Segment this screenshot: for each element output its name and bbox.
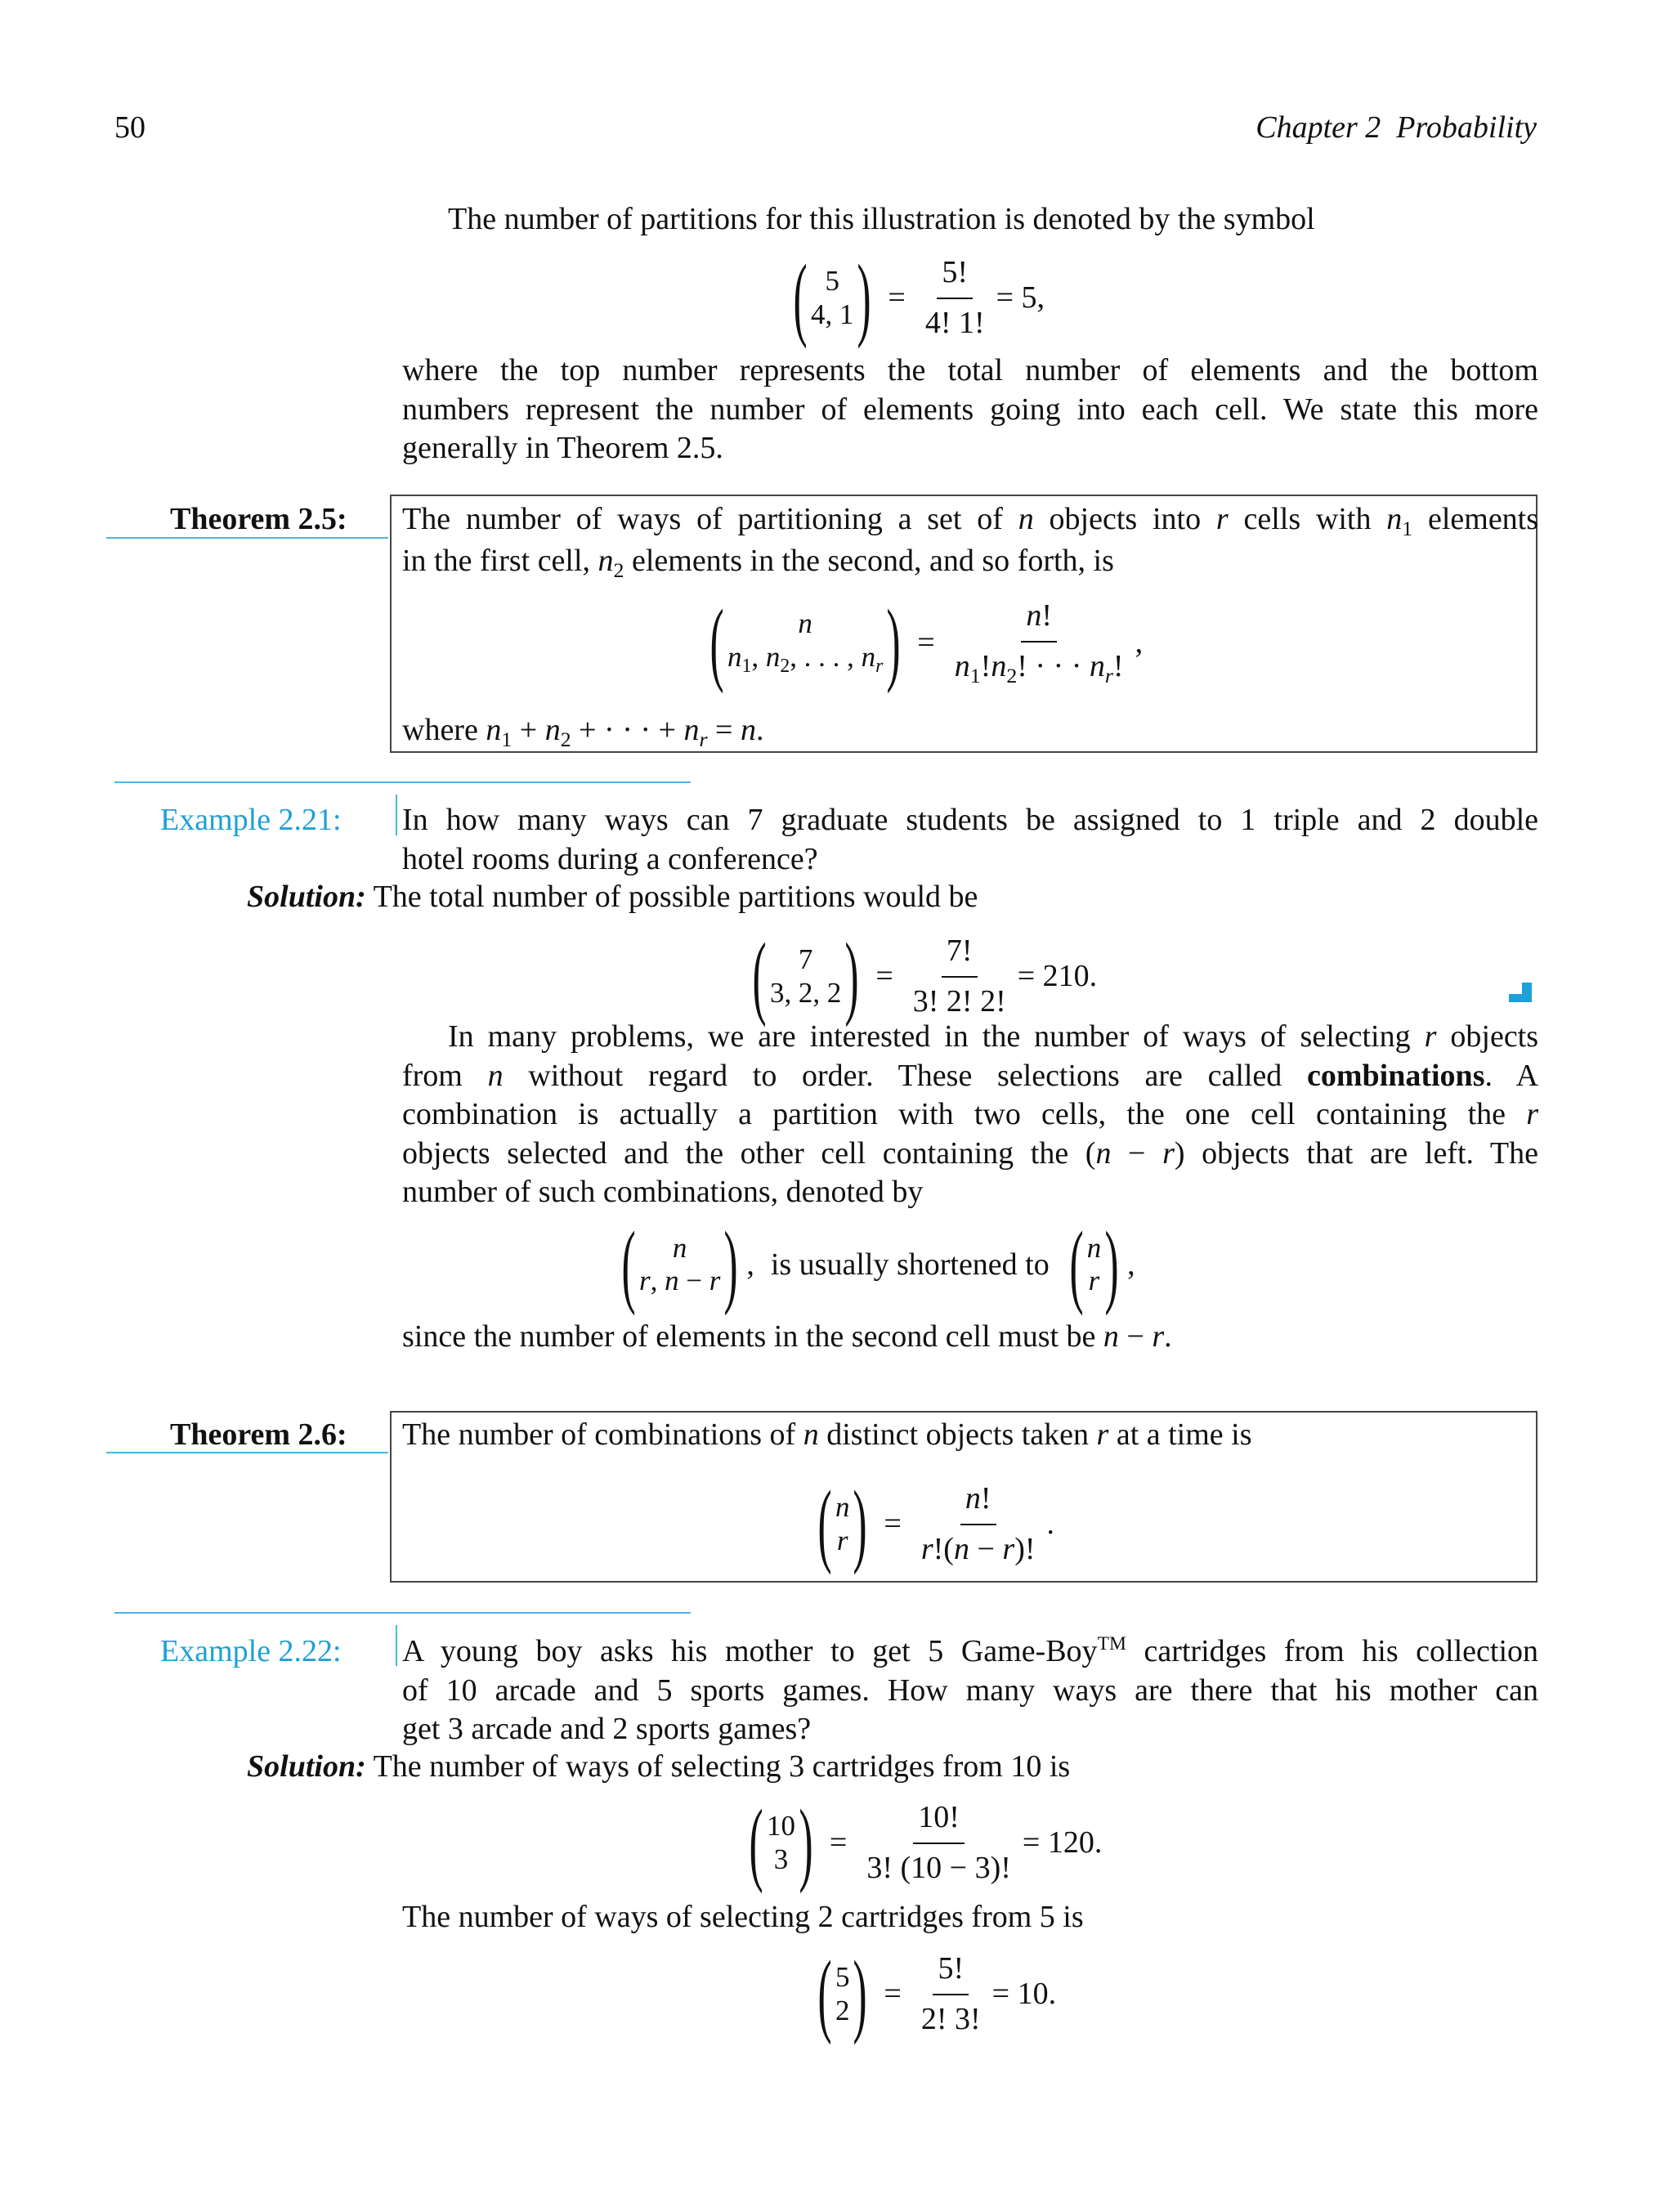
fraction: $\frac{5!}{4! 1!}$ (924, 255, 985, 340)
example-2-22-text: A young boy asks his mother to get 5 Game-Boy™ cartridges from his collection of 10 arcade and 5 sports games. How many ways are there that his mother can get 3 arcade and 2 sports games? (402, 1633, 1539, 1747)
theorem-2-6-label: Theorem 2.6: (170, 1417, 347, 1452)
theorem-2-5-where: where $n_1 + n_2$ + · · · + $n_r = n$. (402, 713, 764, 751)
theorem-underline (106, 537, 388, 539)
since-line: since the number of elements in the second cell must be n − r. (402, 1319, 1172, 1354)
example-2-21-label: Example 2.21: (160, 803, 342, 837)
intro-line: The number of partitions for this illustration is denoted by the symbol (448, 202, 1315, 236)
binomial: ( 5 4, 1 ) (793, 245, 871, 350)
theorem-2-6-equation: ( n r ) = $\frac{n!}{r!(n - r)!}$ . (817, 1471, 1055, 1576)
theorem-2-5-text: The number of ways of partitioning a set of n objects into r cells with $n_1$ elements in the first cell, $n_2$ elements in the second, and so forth, is (402, 502, 1539, 582)
running-title: Chapter 2 Probability (1256, 110, 1537, 145)
page-number: 50 (114, 110, 145, 145)
binom-bottom: 4, 1 (810, 298, 854, 330)
solution-2-21: Solution: The total number of possible partitions would be (247, 880, 978, 914)
example-marker (396, 1625, 397, 1666)
equation-5-choose-2: ( 5 2 ) = $\frac{5!}{2! 3!}$ = 10. (817, 1941, 1057, 2046)
theorem-2-5-label: Theorem 2.5: (170, 502, 347, 536)
theorem-2-5-equation: ( n $n_1$, $n_2$, . . . , $n_r$ ) = $\frac{n!}{n_1!n_2! \cdot \cdot \cdot n_r!}$ , (709, 589, 1144, 694)
binom-top: 5 (825, 265, 839, 298)
example-rule (114, 1612, 691, 1614)
eq-result: = 5, (996, 280, 1045, 315)
theorem-underline (106, 1452, 388, 1453)
example-marker (396, 795, 397, 835)
equation-partition-5: ( 5 4, 1 ) = $\frac{5!}{4! 1!}$ = 5, (785, 253, 1045, 343)
example-2-22-label: Example 2.22: (160, 1634, 342, 1668)
solution-2-22: Solution: The number of ways of selecting 3 cartridges from 10 is (247, 1749, 1071, 1784)
mid-text: The number of ways of selecting 2 cartridges from 5 is (402, 1900, 1084, 1934)
theorem-2-6-text: The number of combinations of n distinct objects taken r at a time is (402, 1417, 1252, 1452)
end-of-example-marker (1509, 983, 1532, 1002)
example-2-21-text: In how many ways can 7 graduate students be assigned to 1 triple and 2 double hotel rooms during a conference? (402, 803, 1538, 876)
combinations-paragraph: In many problems, we are interested in the number of ways of selecting r objects from n without regard to order. These selections are called combinations. A combination is actually a partition with two cells, the one cell containing the r objects selected and the other cell containing the (n − r) objects that are left. The number of such combinations, denoted by (402, 1019, 1539, 1209)
equation-shortened: ( n r, n − r ) , is usually shortened to ( n r ) , (621, 1212, 1135, 1316)
equation-7-students: ( 7 3, 2, 2 ) = $\frac{7!}{3! 2! 2!}$ = 210. (752, 924, 1098, 1028)
equation-10-choose-3: ( 10 3 ) = $\frac{10!}{3! (10 - 3)!}$ = 120. (749, 1790, 1103, 1895)
example-rule (114, 781, 691, 783)
intro-paragraph: where the top number represents the total number of elements and the bottom numbers represent the number of elements going into each cell. We state this more generally in Theorem 2.5. (402, 353, 1538, 465)
